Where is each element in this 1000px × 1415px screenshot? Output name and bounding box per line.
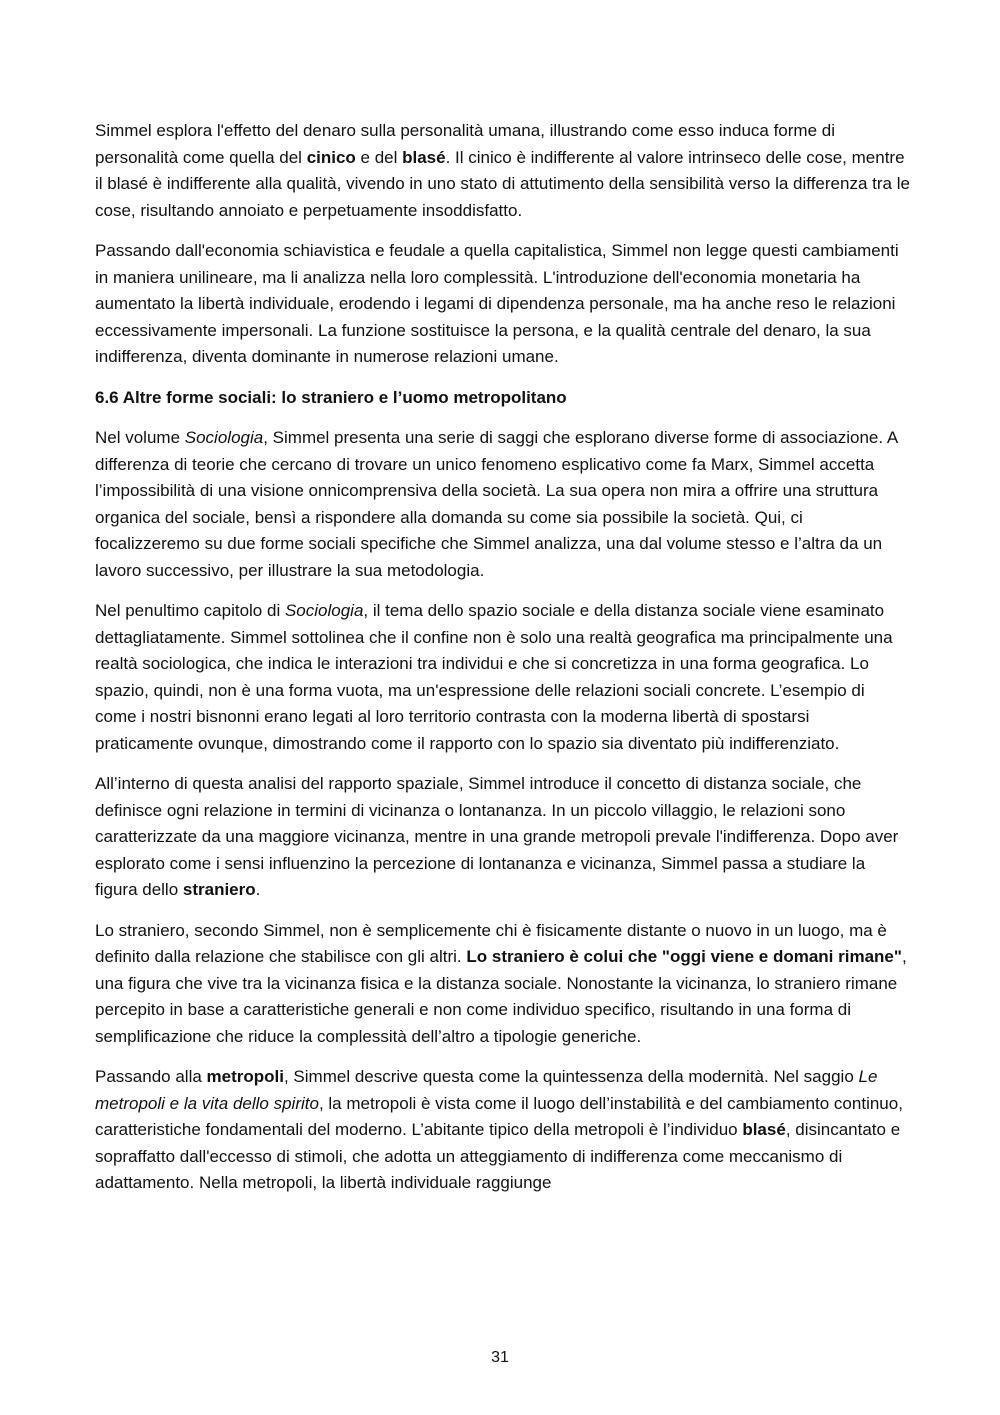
paragraph-metropolis xyxy=(95,1064,910,1197)
text-run: Lo straniero, secondo Simmel, non è semplicemente chi è fisicamente distante o nuovo in un luogo, ma è definito dalla relazione che stabilisce con gli altri. xyxy=(95,920,887,966)
text-run: All’interno di questa analisi del rapporto spaziale, Simmel introduce il concetto di distanza sociale, che definisce ogni relazione in termini di vicinanza o lontananza. In un piccolo villaggio, le relazioni sono caratterizzate da una maggiore vicinanza, mentre in una grande metropoli prevale l'indifferenza. Dopo aver esplorato come i sensi influenzino la percezione di lontananza e vicinanza, Simmel passa a studiare la figura dello xyxy=(95,774,899,899)
text-run: Passando alla xyxy=(95,1067,207,1086)
text-run: , Simmel descrive questa come la quintessenza della modernità. Nel saggio xyxy=(283,1067,859,1086)
bold-term-blase: blasé xyxy=(742,1120,786,1139)
bold-term-metropoli: metropoli xyxy=(206,1067,284,1086)
paragraph-sociologia-volume xyxy=(95,425,910,584)
bold-term-blase: blasé xyxy=(402,147,446,167)
paragraph-stranger xyxy=(95,918,910,1051)
bold-term-straniero: straniero xyxy=(182,880,256,899)
bold-term-cinico: cinico xyxy=(306,147,356,167)
paragraph-social-space xyxy=(95,598,910,757)
text-run: , il tema dello spazio sociale e della distanza sociale viene esaminato dettagliatamente. Simmel sottolinea che il confine non è solo una realtà geografica ma principalmente una realtà sociologica, che indica le interazioni tra individui e che si concretizza in una forma geografica. Lo spazio, quindi, non è una forma vuota, ma un'espressione delle relazioni sociali concrete. L’esempio di come i nostri bisnonni erano legati al loro territorio contrasta con la moderna libertà di spostarsi praticamente ovunque, dimostrando come il rapporto con lo spazio sia diventato più indifferenziato. xyxy=(95,601,893,753)
text-run: Nel penultimo capitolo di xyxy=(95,601,285,620)
text-run: Simmel esplora l'effetto del denaro sulla personalità umana, illustrando come esso induca forme di personalità come quella del xyxy=(95,121,835,167)
text-run: , disincantato e sopraffatto dall'eccesso di stimoli, che adotta un atteggiamento di indifferenza come meccanismo di adattamento. Nella metropoli, la libertà individuale raggiunge xyxy=(95,1120,901,1192)
page-number: 31 xyxy=(491,1349,509,1366)
text-run: Nel volume xyxy=(95,428,185,447)
section-heading: 6.6 Altre forme sociali: lo straniero e l’uomo metropolitano xyxy=(95,387,567,407)
italic-title-essay: Le metropoli e la vita dello spirito xyxy=(95,1067,878,1113)
text-run: , Simmel presenta una serie di saggi che esplorano diverse forme di associazione. A differenza di teorie che cercano di trovare un unico fenomeno esplicativo come fa Marx, Simmel accetta l’impossibilità di una visione onnicomprensiva della società. La sua opera non mira a offrire una struttura organica del sociale, bensì a rispondere alla domanda su come sia possibile la società. Qui, ci focalizzeremo su due forme sociali specifiche che Simmel analizza, una dal volume stesso e l’altra da un lavoro successivo, per illustrare la sua metodologia. xyxy=(95,428,898,580)
text-run: . Il cinico è indifferente al valore intrinseco delle cose, mentre il blasé è indifferente alla qualità, vivendo in uno stato di attutimento della sensibilità verso la differenza tra le cose, risultando annoiato e perpetuamente insoddisfatto. xyxy=(95,147,910,220)
text-run: . xyxy=(255,880,261,899)
italic-title-sociologia: Sociologia xyxy=(184,428,264,447)
text-run: , una figura che vive tra la vicinanza fisica e la distanza sociale. Nonostante la vicinanza, lo straniero rimane percepito in base a caratteristiche generali e non come individuo specifico, risultando in una forma di semplificazione che riduce la complessità dell’altro a tipologie generiche. xyxy=(95,947,907,1046)
text-run: , la metropoli è vista come il luogo dell’instabilità e del cambiamento continuo, caratteristiche fondamentali del moderno. L’abitante tipico della metropoli è l’individuo xyxy=(95,1093,903,1139)
text-run: e del xyxy=(355,147,403,167)
paragraph-economy: Passando dall'economia schiavistica e feudale a quella capitalistica, Simmel non legge questi cambiamenti in maniera unilineare, ma li analizza nella loro complessità. L'introduzione dell'economia monetaria ha aumentato la libertà individuale, erodendo i legami di dipendenza personale, ma ha anche reso le relazioni eccessivamente impersonali. La funzione sostituisce la persona, e la qualità centrale del denaro, la sua indifferenza, diventa dominante in numerose relazioni umane. xyxy=(95,241,899,366)
paragraph-social-distance xyxy=(95,771,910,904)
bold-quote-stranger: Lo straniero è colui che "oggi viene e domani rimane" xyxy=(466,947,902,966)
italic-title-sociologia: Sociologia xyxy=(284,601,364,620)
paragraph-money-personality xyxy=(95,118,910,224)
page-body xyxy=(95,118,910,1211)
